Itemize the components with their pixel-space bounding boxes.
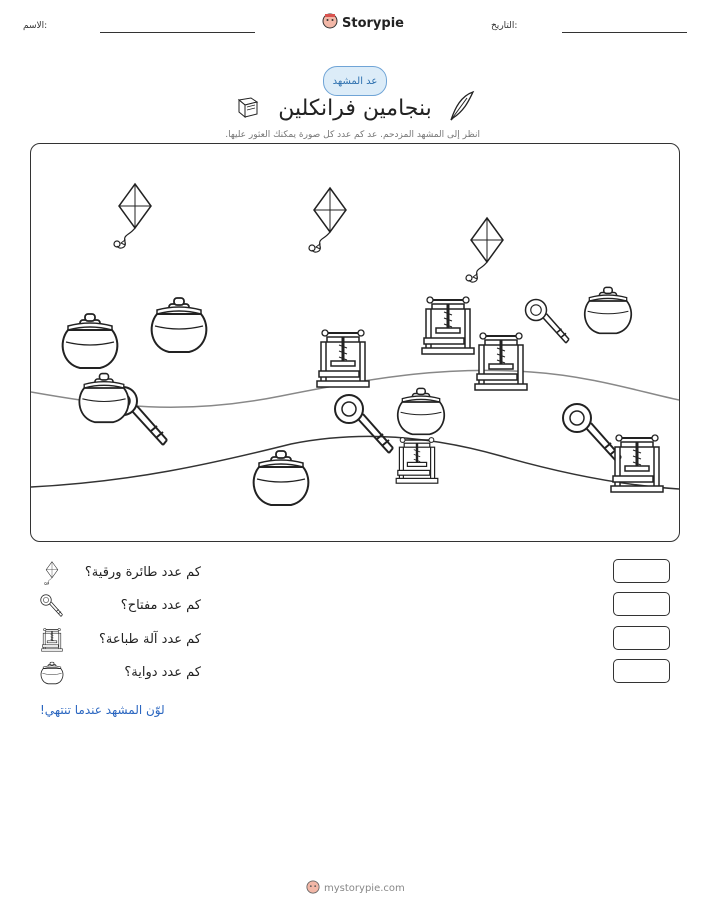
name-label: الاسم: [23, 21, 48, 31]
printing-press-icon [40, 628, 64, 652]
key-icon [40, 594, 64, 618]
color-prompt: لوّن المشهد عندما تنتهي! [40, 703, 165, 717]
printing-press-1 [317, 330, 369, 387]
kite-1 [114, 184, 151, 248]
key-2 [335, 395, 393, 453]
mascot-icon [306, 880, 320, 897]
page-title: بنجامين فرانكلين [278, 96, 432, 121]
name-field[interactable] [100, 32, 255, 33]
question-key: كم عدد مفتاح؟ [120, 598, 201, 613]
date-label: التاريخ: [491, 21, 518, 31]
activity-badge: عد المشهد [323, 66, 387, 96]
answer-box-kite[interactable] [613, 559, 670, 583]
footer [306, 880, 405, 897]
brand-name: Storypie [342, 15, 404, 31]
kite-2 [309, 188, 346, 252]
kite-3 [466, 218, 503, 282]
printing-press-2 [422, 297, 474, 354]
answer-box-inkwell[interactable] [613, 659, 670, 683]
key-4 [563, 404, 621, 462]
question-kite: كم عدد طائرة ورقية؟ [84, 565, 201, 580]
answer-box-printing-press[interactable] [613, 626, 670, 650]
date-field[interactable] [562, 32, 687, 33]
inkwell-5 [398, 388, 445, 434]
footer-url[interactable]: mystorypie.com [324, 883, 405, 894]
mascot-icon [322, 13, 338, 33]
inkwell-6 [254, 451, 309, 505]
key-3 [526, 300, 570, 344]
question-printing-press: كم عدد آلة طباعة؟ [98, 632, 201, 647]
instructions: انظر إلى المشهد المزدحم. عد كم عدد كل صورة يمكنك العثور عليها. [225, 130, 480, 140]
book-icon [236, 96, 260, 122]
inkwell-4 [585, 287, 632, 333]
counting-scene [30, 143, 680, 542]
answer-box-key[interactable] [613, 592, 670, 616]
printing-press-3 [475, 333, 527, 390]
question-inkwell: كم عدد دواية؟ [124, 665, 201, 680]
inkwell-3 [79, 374, 128, 423]
inkwell-1 [63, 314, 118, 368]
inkwell-2 [152, 298, 207, 352]
inkwell-icon [40, 661, 64, 685]
printing-press-5 [611, 435, 663, 492]
brand-logo [322, 13, 404, 33]
quill-icon [447, 90, 475, 126]
printing-press-4 [396, 438, 438, 484]
kite-icon [40, 561, 64, 585]
